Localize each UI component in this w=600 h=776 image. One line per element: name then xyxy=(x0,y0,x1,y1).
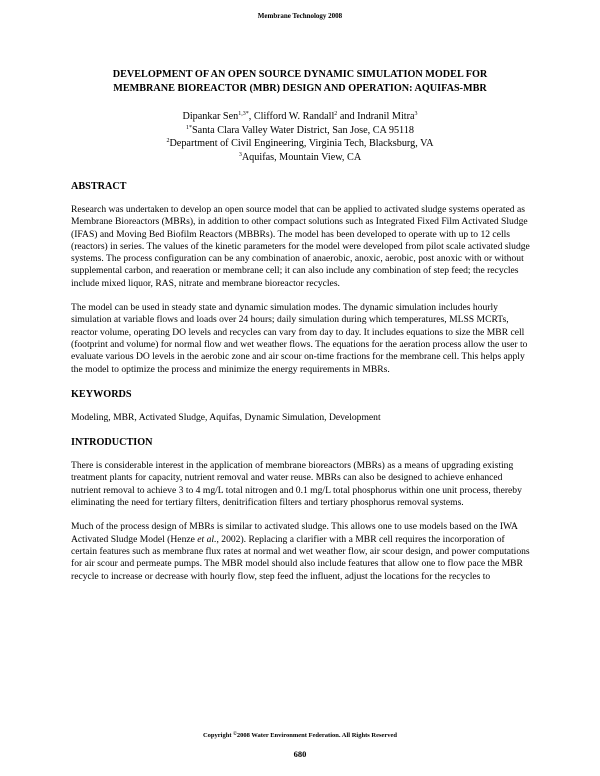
abstract-paragraph-2: The model can be used in steady state and dynamic simulation modes. The dynamic simulation includes hourly simulation at variable flows and loads over 24 hours; daily simulation during which temperatures, MLSS MCRTs, reactor volume, operating DO levels and recycles can vary from day to day. It includes equations to size the MBR cell (footprint and volume) for normal flow and wet weather flows. The equations for the aeration process allow the user to evaluate various DO levels in the aerobic zone and air scour on-time fractions for the membrane cell. This helps apply the model to optimize the process and minimize the energy requirements in MBRs. xyxy=(71,302,528,375)
title-line-1: DEVELOPMENT OF AN OPEN SOURCE DYNAMIC SIMULATION MODEL FOR xyxy=(112,69,488,80)
author-block xyxy=(0,110,600,164)
keywords-heading: KEYWORDS xyxy=(71,388,132,400)
copyright-footer: Copyright ©2008 Water Environment Federation. All Rights Reserved xyxy=(202,732,398,739)
affiliation-3: $^3$Aquifas, Mountain View, CA xyxy=(238,151,362,163)
introduction-paragraph-2: Much of the process design of MBRs is similar to activated sludge. This allows one to use models based on the IWA Activated Sludge Model (Henze et al., 2002). Replacing a clarifier with a MBR cell requires the incorporation of certain features such as membrane flux rates at normal and wet weather flow, air scour design, and power computations for air scour and permeate pumps. The MBR model should also include features that allow one to flow pace the MBR recycle to increase or decrease with hourly flow, step feed the influent, adjust the locations for the recycles to xyxy=(71,521,530,582)
page-number: 680 xyxy=(293,749,307,759)
running-head: Membrane Technology 2008 xyxy=(257,12,343,20)
introduction-paragraph-1: There is considerable interest in the application of membrane bioreactors (MBRs) as a means of upgrading existing treatment plants for capacity, nutrient removal and water reuse. MBRs can also be designed to achieve enhanced nutrient removal to achieve 3 to 4 mg/L total nitrogen and 0.1 mg/L total phosphorus within one unit process, thereby eliminating the need for tertiary filters, denitrification filters and tertiary phosphorus removal systems. xyxy=(71,460,522,509)
keywords-text: Modeling, MBR, Activated Sludge, Aquifas, Dynamic Simulation, Development xyxy=(71,411,381,423)
paper-title xyxy=(70,68,530,96)
author-list: Dipankar Sen$^{1,3*}$, Clifford W. Randall$^2$ and Indranil Mitra$^3$ xyxy=(182,111,418,122)
affiliation-2: $^2$Department of Civil Engineering, Virginia Tech, Blacksburg, VA xyxy=(166,138,434,149)
paper-body xyxy=(71,180,531,583)
title-line-2: MEMBRANE BIOREACTOR (MBR) DESIGN AND OPERATION: AQUIFAS-MBR xyxy=(113,83,487,94)
abstract-paragraph-1: Research was undertaken to develop an open source model that can be applied to activated sludge systems operated as Membrane Bioreactors (MBRs), in addition to other compact solutions such as Integrated Fixed Film Activated Sludge (IFAS) and Moving Bed Biofilm Reactors (MBBRs). The model has been developed to operate with up to 12 cells (reactors) in series. The values of the kinetic parameters for the model were developed from pilot scale activated sludge systems. The process configuration can be any combination of anaerobic, anoxic, aerobic, post anoxic with or without supplemental carbon, and reaeration or membrane cell; it can also include any combination of step feed; the recycles include mixed liquor, RAS, nitrate and membrane bioreactor recycles. xyxy=(71,204,530,289)
affiliation-1: $^{1*}$Santa Clara Valley Water District, San Jose, CA 95118 xyxy=(186,124,414,136)
abstract-heading: ABSTRACT xyxy=(71,181,127,192)
introduction-heading: INTRODUCTION xyxy=(71,437,153,449)
